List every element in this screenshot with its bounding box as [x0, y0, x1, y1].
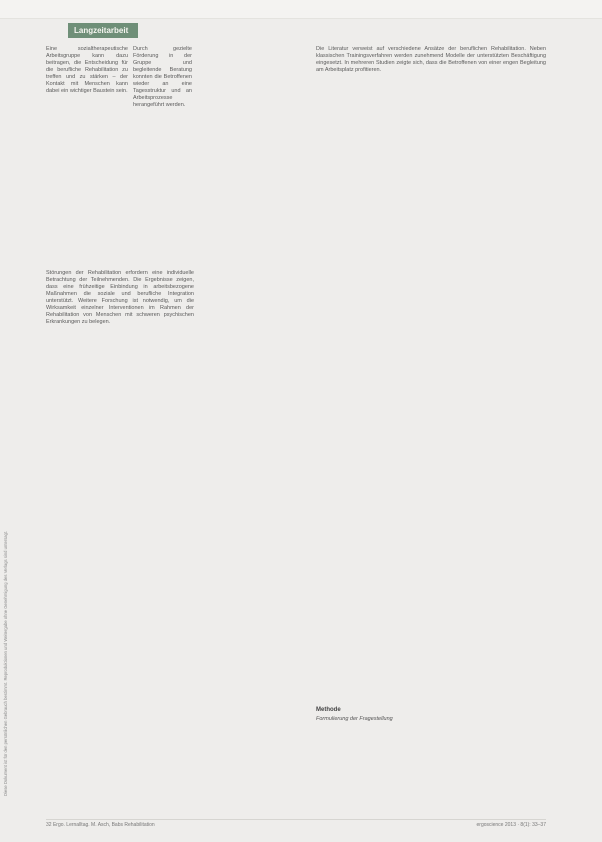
page-footer — [46, 819, 546, 830]
page-header-band — [0, 0, 602, 19]
side-copyright-note: Diese Dokument ist für den persönlichen Gebrauch bestimmt. Reproduktionen und Weitergabe ohne Genehmigung des Verlags sind untersagt. — [3, 530, 8, 796]
column-right-body: Die Literatur verweist auf verschiedene Ansätze der beruflichen Rehabilitation. Neben klassischen Trainingsverfahren werden zunehmend Modelle der unterstützten Beschäftigung eingesetzt. In mehreren Studien zeigte sich, dass die Betroffenen von einer engen Begleitung am Arbeitsplatz profitieren. — [316, 46, 546, 73]
footer-left: 32 Ergo. Lernalltag. M. Asch, Babs Rehabilitation — [46, 822, 155, 828]
footer-right: ergoscience 2013 · 8(1): 33–37 — [476, 822, 546, 828]
methods-heading: Methode — [316, 707, 341, 713]
methods-subheading: Formulierung der Fragestellung — [316, 716, 393, 722]
column-b-upper: Durch gezielte Förderung in der Gruppe und begleitende Beratung konnten die Betroffenen wieder an eine Tagesstruktur und an Arbeitsprozesse herangeführt werden. — [133, 46, 192, 108]
quote-box: Eine sozialtherapeutische Arbeitsgruppe kann dazu beitragen, die Entscheidung für die berufliche Rehabilitation zu treffen und zu stärken – der Kontakt mit Menschen kann dabei ein wichtiger Baustein sein. — [46, 46, 128, 94]
section-tag: Langzeitarbeit — [68, 23, 138, 38]
column-left-body: Störungen der Rehabilitation erfordern eine individuelle Betrachtung der Teilnehmenden. Die Ergebnisse zeigen, dass eine frühzeitige Einbindung in arbeitsbezogene Maßnahmen die soziale und berufliche Integration unterstützt. Weitere Forschung ist notwendig, um die Wirksamkeit einzelner Interventionen im Rahmen der Rehabilitation von Menschen mit schweren psychischen Erkrankungen zu belegen. — [46, 270, 194, 325]
